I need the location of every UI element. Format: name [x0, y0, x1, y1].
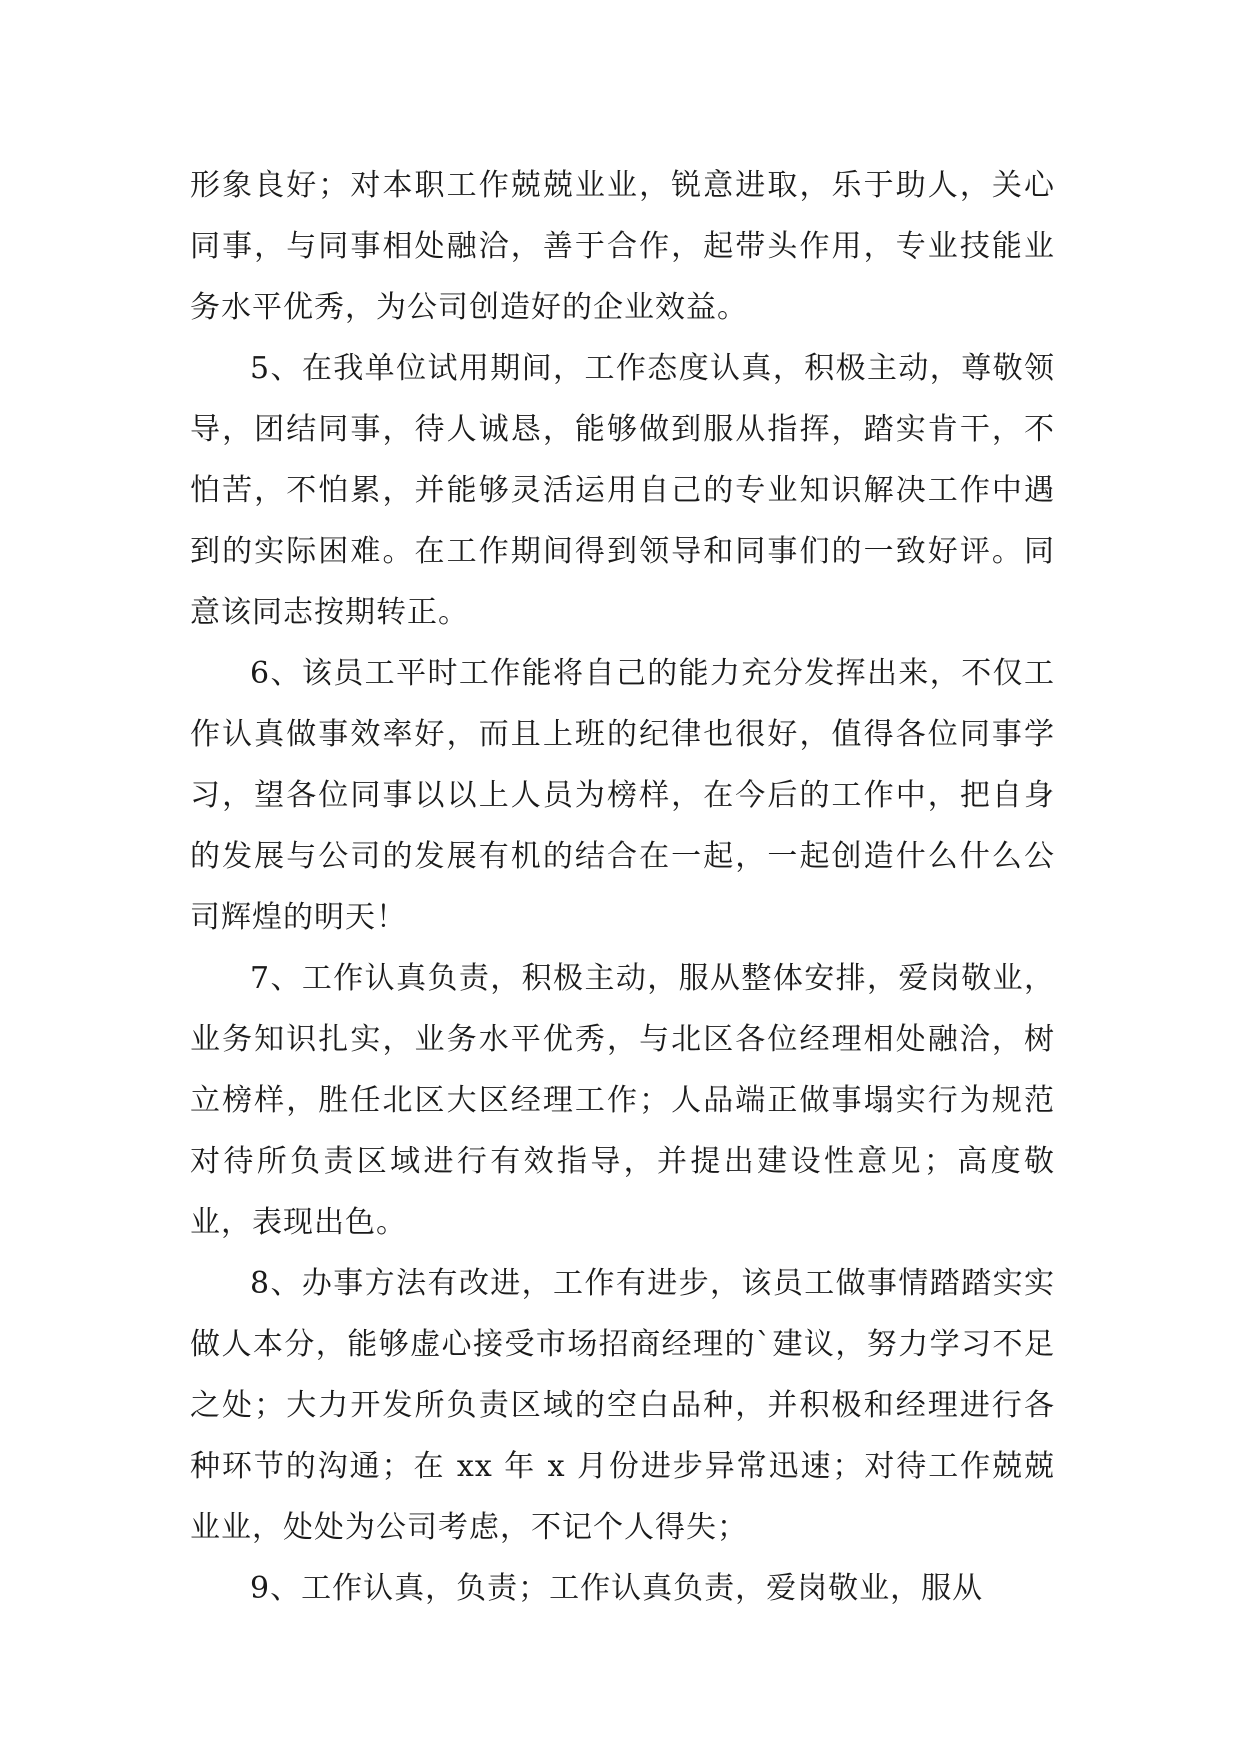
paragraph-item-5: 5、在我单位试用期间，工作态度认真，积极主动，尊敬领导，团结同事，待人诚恳，能够做到服从指挥，踏实肯干，不怕苦，不怕累，并能够灵活运用自己的专业知识解决工作中遇到的实际困难。在工作期间得到领导和同事们的一致好评。同意该同志按期转正。 [190, 351, 1055, 630]
paragraph-item-8: 8、办事方法有改进，工作有进步，该员工做事情踏踏实实做人本分，能够虚心接受市场招商经理的`建议，努力学习不足之处；大力开发所负责区域的空白品种，并积极和经理进行各种环节的沟通；在 xx 年 x 月份进步异常迅速；对待工作兢兢业业，处处为公司考虑，不记个人得失； [190, 1266, 1055, 1545]
paragraph-item-7: 7、工作认真负责，积极主动，服从整体安排，爱岗敬业，业务知识扎实，业务水平优秀，与北区各位经理相处融洽，树立榜样，胜任北区大区经理工作；人品端正做事塌实行为规范对待所负责区域进行有效指导，并提出建设性意见；高度敬业，表现出色。 [190, 961, 1055, 1240]
paragraph-continuation: 形象良好；对本职工作兢兢业业，锐意进取，乐于助人，关心同事，与同事相处融洽，善于合作，起带头作用，专业技能业务水平优秀，为公司创造好的企业效益。 [190, 168, 1055, 325]
paragraph-item-6: 6、该员工平时工作能将自己的能力充分发挥出来，不仅工作认真做事效率好，而且上班的纪律也很好，值得各位同事学习，望各位同事以以上人员为榜样，在今后的工作中，把自身的发展与公司的发展有机的结合在一起，一起创造什么什么公司辉煌的明天！ [190, 656, 1055, 935]
document-page [190, 155, 1055, 1619]
paragraph-item-9: 9、工作认真，负责；工作认真负责，爱岗敬业，服从 [250, 1571, 984, 1606]
